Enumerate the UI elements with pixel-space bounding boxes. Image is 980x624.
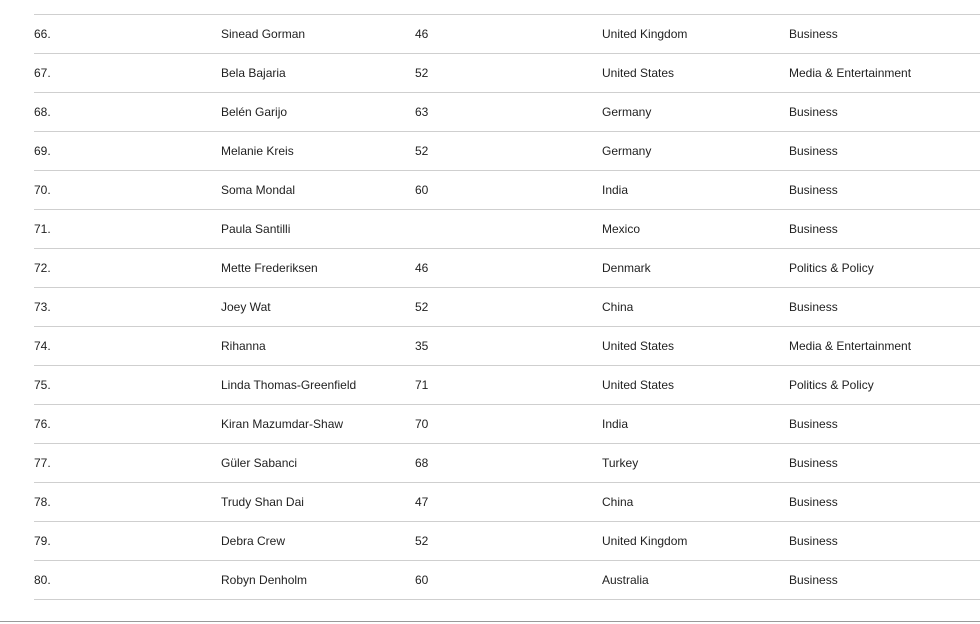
rank-cell: 79. [34,534,51,548]
country-cell: China [602,495,634,509]
name-cell: Rihanna [221,339,266,353]
age-cell: 63 [415,105,429,119]
country-cell: United States [602,339,675,353]
country-cell: United Kingdom [602,27,688,41]
age-cell: 52 [415,534,429,548]
age-cell: 35 [415,339,429,353]
rank-cell: 77. [34,456,51,470]
table-row [34,170,980,209]
category-cell: Business [789,417,838,431]
rank-cell: 74. [34,339,51,353]
table-row [34,209,980,248]
table-row [34,14,980,53]
name-cell: Debra Crew [221,534,286,548]
name-cell: Paula Santilli [221,222,291,236]
name-cell: Sinead Gorman [221,27,306,41]
table-row [34,248,980,287]
name-cell: Trudy Shan Dai [221,495,304,509]
category-cell: Business [789,495,838,509]
table-row [34,521,980,560]
country-cell: Germany [602,105,652,119]
category-cell: Business [789,456,838,470]
country-cell: Australia [602,573,649,587]
country-cell: United Kingdom [602,534,688,548]
country-cell: Germany [602,144,652,158]
country-cell: Mexico [602,222,641,236]
category-cell: Media & Entertainment [789,339,912,353]
ranking-table [34,14,980,600]
name-cell: Joey Wat [221,300,271,314]
name-cell: Soma Mondal [221,183,296,197]
category-cell: Business [789,222,838,236]
table-row [34,443,980,482]
name-cell: Mette Frederiksen [221,261,318,275]
name-cell: Belén Garijo [221,105,288,119]
rank-cell: 68. [34,105,51,119]
table-row [34,53,980,92]
category-cell: Business [789,183,838,197]
rank-cell: 75. [34,378,51,392]
name-cell: Güler Sabanci [221,456,298,470]
age-cell: 60 [415,183,429,197]
table-row [34,365,980,404]
category-cell: Business [789,144,838,158]
category-cell: Business [789,534,838,548]
name-cell: Melanie Kreis [221,144,294,158]
category-cell: Business [789,27,838,41]
rank-cell: 80. [34,573,51,587]
country-cell: India [602,417,629,431]
table-row [34,404,980,443]
rank-cell: 67. [34,66,51,80]
name-cell: Robyn Denholm [221,573,308,587]
rank-cell: 76. [34,417,51,431]
age-cell: 46 [415,27,429,41]
rank-cell: 72. [34,261,51,275]
table-row [34,287,980,326]
table-row [34,326,980,365]
age-cell: 47 [415,495,429,509]
category-cell: Politics & Policy [789,261,874,275]
age-cell: 70 [415,417,429,431]
age-cell: 52 [415,300,429,314]
age-cell: 52 [415,144,429,158]
country-cell: United States [602,66,675,80]
rank-cell: 71. [34,222,51,236]
name-cell: Bela Bajaria [221,66,286,80]
age-cell: 60 [415,573,429,587]
category-cell: Business [789,573,838,587]
rank-cell: 73. [34,300,51,314]
age-cell: 68 [415,456,429,470]
rank-cell: 69. [34,144,51,158]
bottom-divider [0,621,980,622]
category-cell: Media & Entertainment [789,66,912,80]
table-row [34,131,980,170]
table-row [34,482,980,521]
category-cell: Politics & Policy [789,378,874,392]
table-row [34,560,980,600]
country-cell: Denmark [602,261,651,275]
age-cell: 71 [415,378,429,392]
country-cell: China [602,300,634,314]
age-cell: 52 [415,66,429,80]
country-cell: Turkey [602,456,639,470]
country-cell: United States [602,378,675,392]
age-cell: 46 [415,261,429,275]
rank-cell: 78. [34,495,51,509]
name-cell: Linda Thomas-Greenfield [221,378,357,392]
rank-cell: 70. [34,183,51,197]
rank-cell: 66. [34,27,51,41]
country-cell: India [602,183,629,197]
name-cell: Kiran Mazumdar-Shaw [221,417,344,431]
category-cell: Business [789,300,838,314]
category-cell: Business [789,105,838,119]
table-row [34,92,980,131]
